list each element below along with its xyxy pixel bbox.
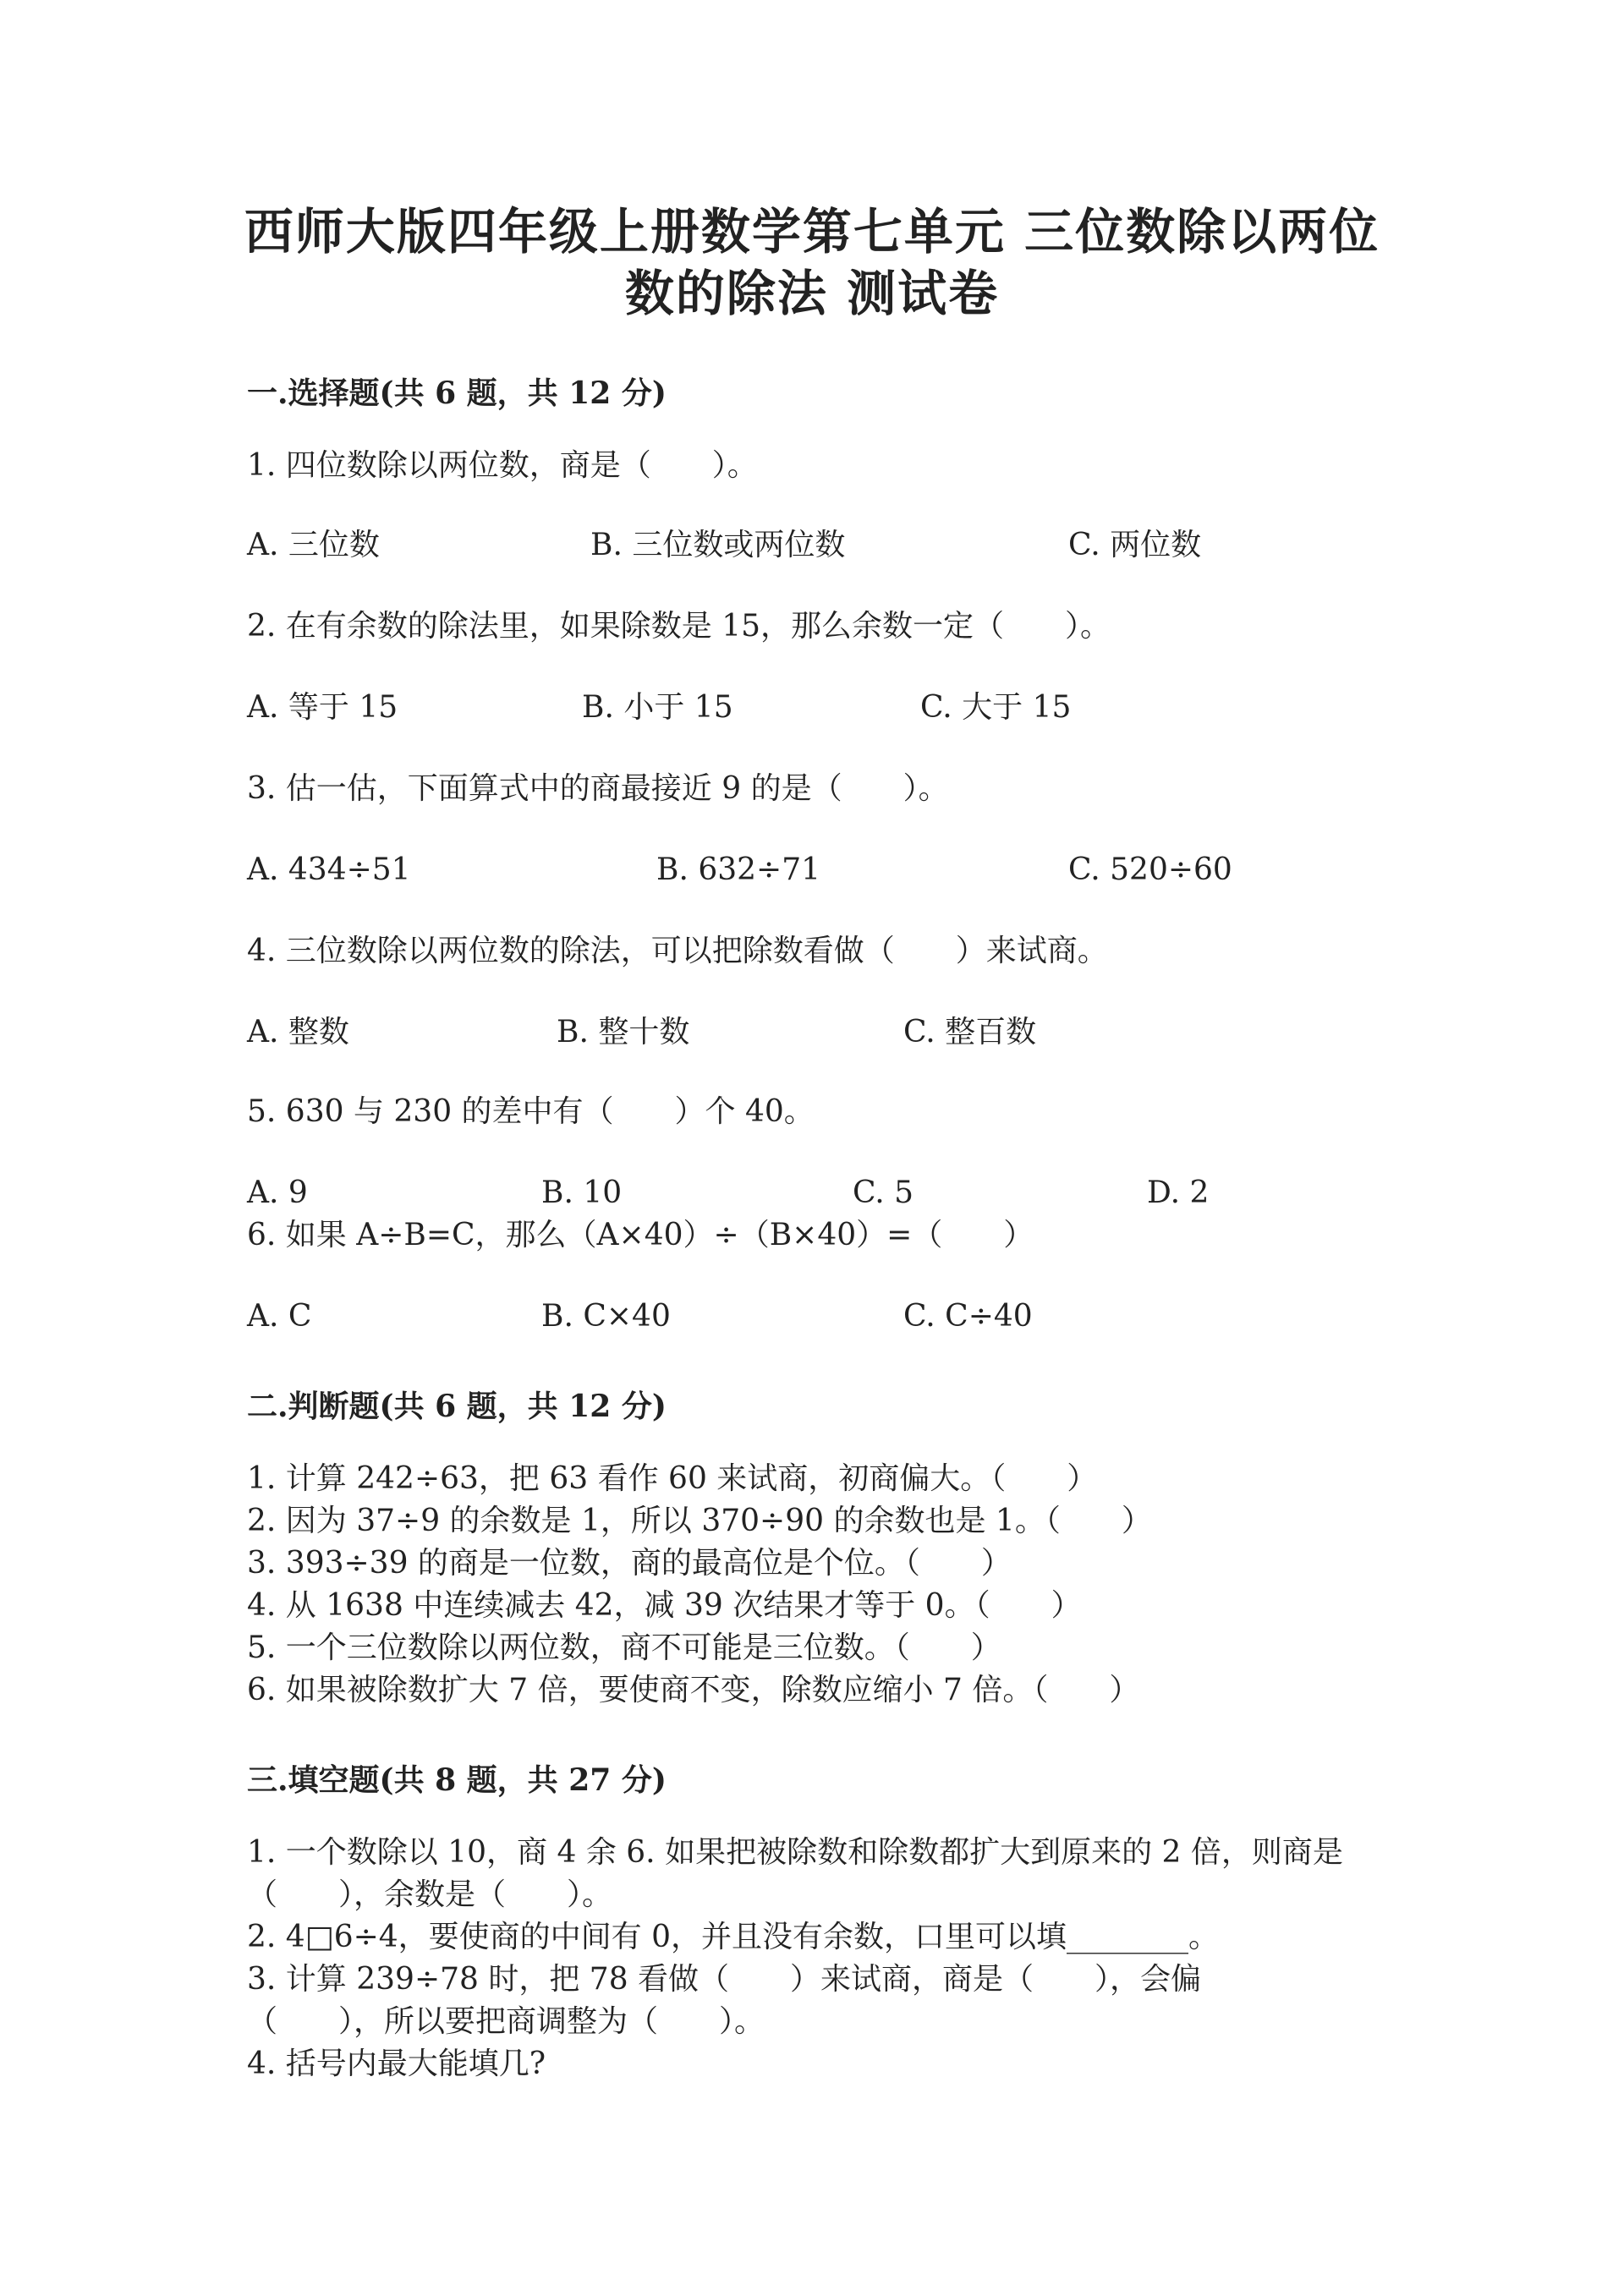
question-stem: 1. 四位数除以两位数，商是（ ）。 [247, 448, 758, 483]
option-a: A. 三位数 [247, 528, 380, 562]
page-title-line-1: 西师大版四年级上册数学第七单元 三位数除以两位 [244, 203, 1380, 260]
section-heading-fill-blank: 三.填空题(共 8 题，共 27 分) [247, 1762, 667, 1798]
judge-item: 2. 因为 37÷9 的余数是 1，所以 370÷90 的余数也是 1。（ ） [247, 1504, 1152, 1538]
option-d: D. 2 [1147, 1175, 1210, 1210]
option-c: C. 5 [853, 1175, 914, 1210]
option-c: C. C÷40 [903, 1299, 1033, 1334]
fill-line: （ ），余数是（ ）。 [247, 1877, 613, 1912]
judge-item: 1. 计算 242÷63，把 63 看作 60 来试商，初商偏大。（ ） [247, 1461, 1098, 1496]
judge-item: 5. 一个三位数除以两位数，商不可能是三位数。（ ） [247, 1630, 1001, 1665]
page-title-line-2: 数的除法 测试卷 [624, 265, 1000, 322]
option-a: A. 434÷51 [247, 852, 411, 887]
section-heading-choice: 一.选择题(共 6 题，共 12 分) [247, 375, 667, 411]
option-a: A. C [247, 1299, 312, 1334]
question-stem: 3. 估一估，下面算式中的商最接近 9 的是（ ）。 [247, 771, 949, 806]
option-b: B. 整十数 [557, 1015, 690, 1049]
question-stem: 4. 三位数除以两位数的除法，可以把除数看做（ ）来试商。 [247, 934, 1108, 968]
option-b: B. 三位数或两位数 [590, 528, 846, 562]
fill-line: 4. 括号内最大能填几? [247, 2047, 546, 2081]
fill-line: （ ），所以要把商调整为（ ）。 [247, 2004, 765, 2039]
judge-item: 3. 393÷39 的商是一位数，商的最高位是个位。（ ） [247, 1546, 1012, 1581]
option-b: B. C×40 [541, 1299, 671, 1334]
option-c: C. 整百数 [903, 1015, 1037, 1049]
option-a: A. 整数 [247, 1015, 349, 1049]
fill-line: 3. 计算 239÷78 时，把 78 看做（ ）来试商，商是（ ），会偏 [247, 1962, 1202, 1997]
question-stem: 6. 如果 A÷B=C，那么（A×40）÷（B×40）=（ ） [247, 1218, 1034, 1252]
question-stem: 2. 在有余数的除法里，如果除数是 15，那么余数一定（ ）。 [247, 609, 1111, 644]
judge-item: 6. 如果被除数扩大 7 倍，要使商不变，除数应缩小 7 倍。（ ） [247, 1673, 1140, 1707]
option-b: B. 632÷71 [656, 852, 821, 887]
option-b: B. 小于 15 [582, 690, 733, 725]
judge-item: 4. 从 1638 中连续减去 42，减 39 次结果才等于 0。（ ） [247, 1588, 1082, 1623]
fill-line: 1. 一个数除以 10，商 4 余 6. 如果把被除数和除数都扩大到原来的 2 倍，则商是 [247, 1835, 1343, 1870]
option-a: A. 9 [247, 1175, 308, 1210]
option-c: C. 520÷60 [1068, 852, 1232, 887]
section-heading-true-false: 二.判断题(共 6 题，共 12 分) [247, 1389, 667, 1424]
option-a: A. 等于 15 [247, 690, 398, 725]
question-stem: 5. 630 与 230 的差中有（ ）个 40。 [247, 1094, 815, 1129]
option-b: B. 10 [541, 1175, 623, 1210]
option-c: C. 两位数 [1068, 528, 1202, 562]
fill-line: 2. 4□6÷4，要使商的中间有 0，并且没有余数，口里可以填________。 [247, 1920, 1220, 1954]
option-c: C. 大于 15 [920, 690, 1072, 725]
